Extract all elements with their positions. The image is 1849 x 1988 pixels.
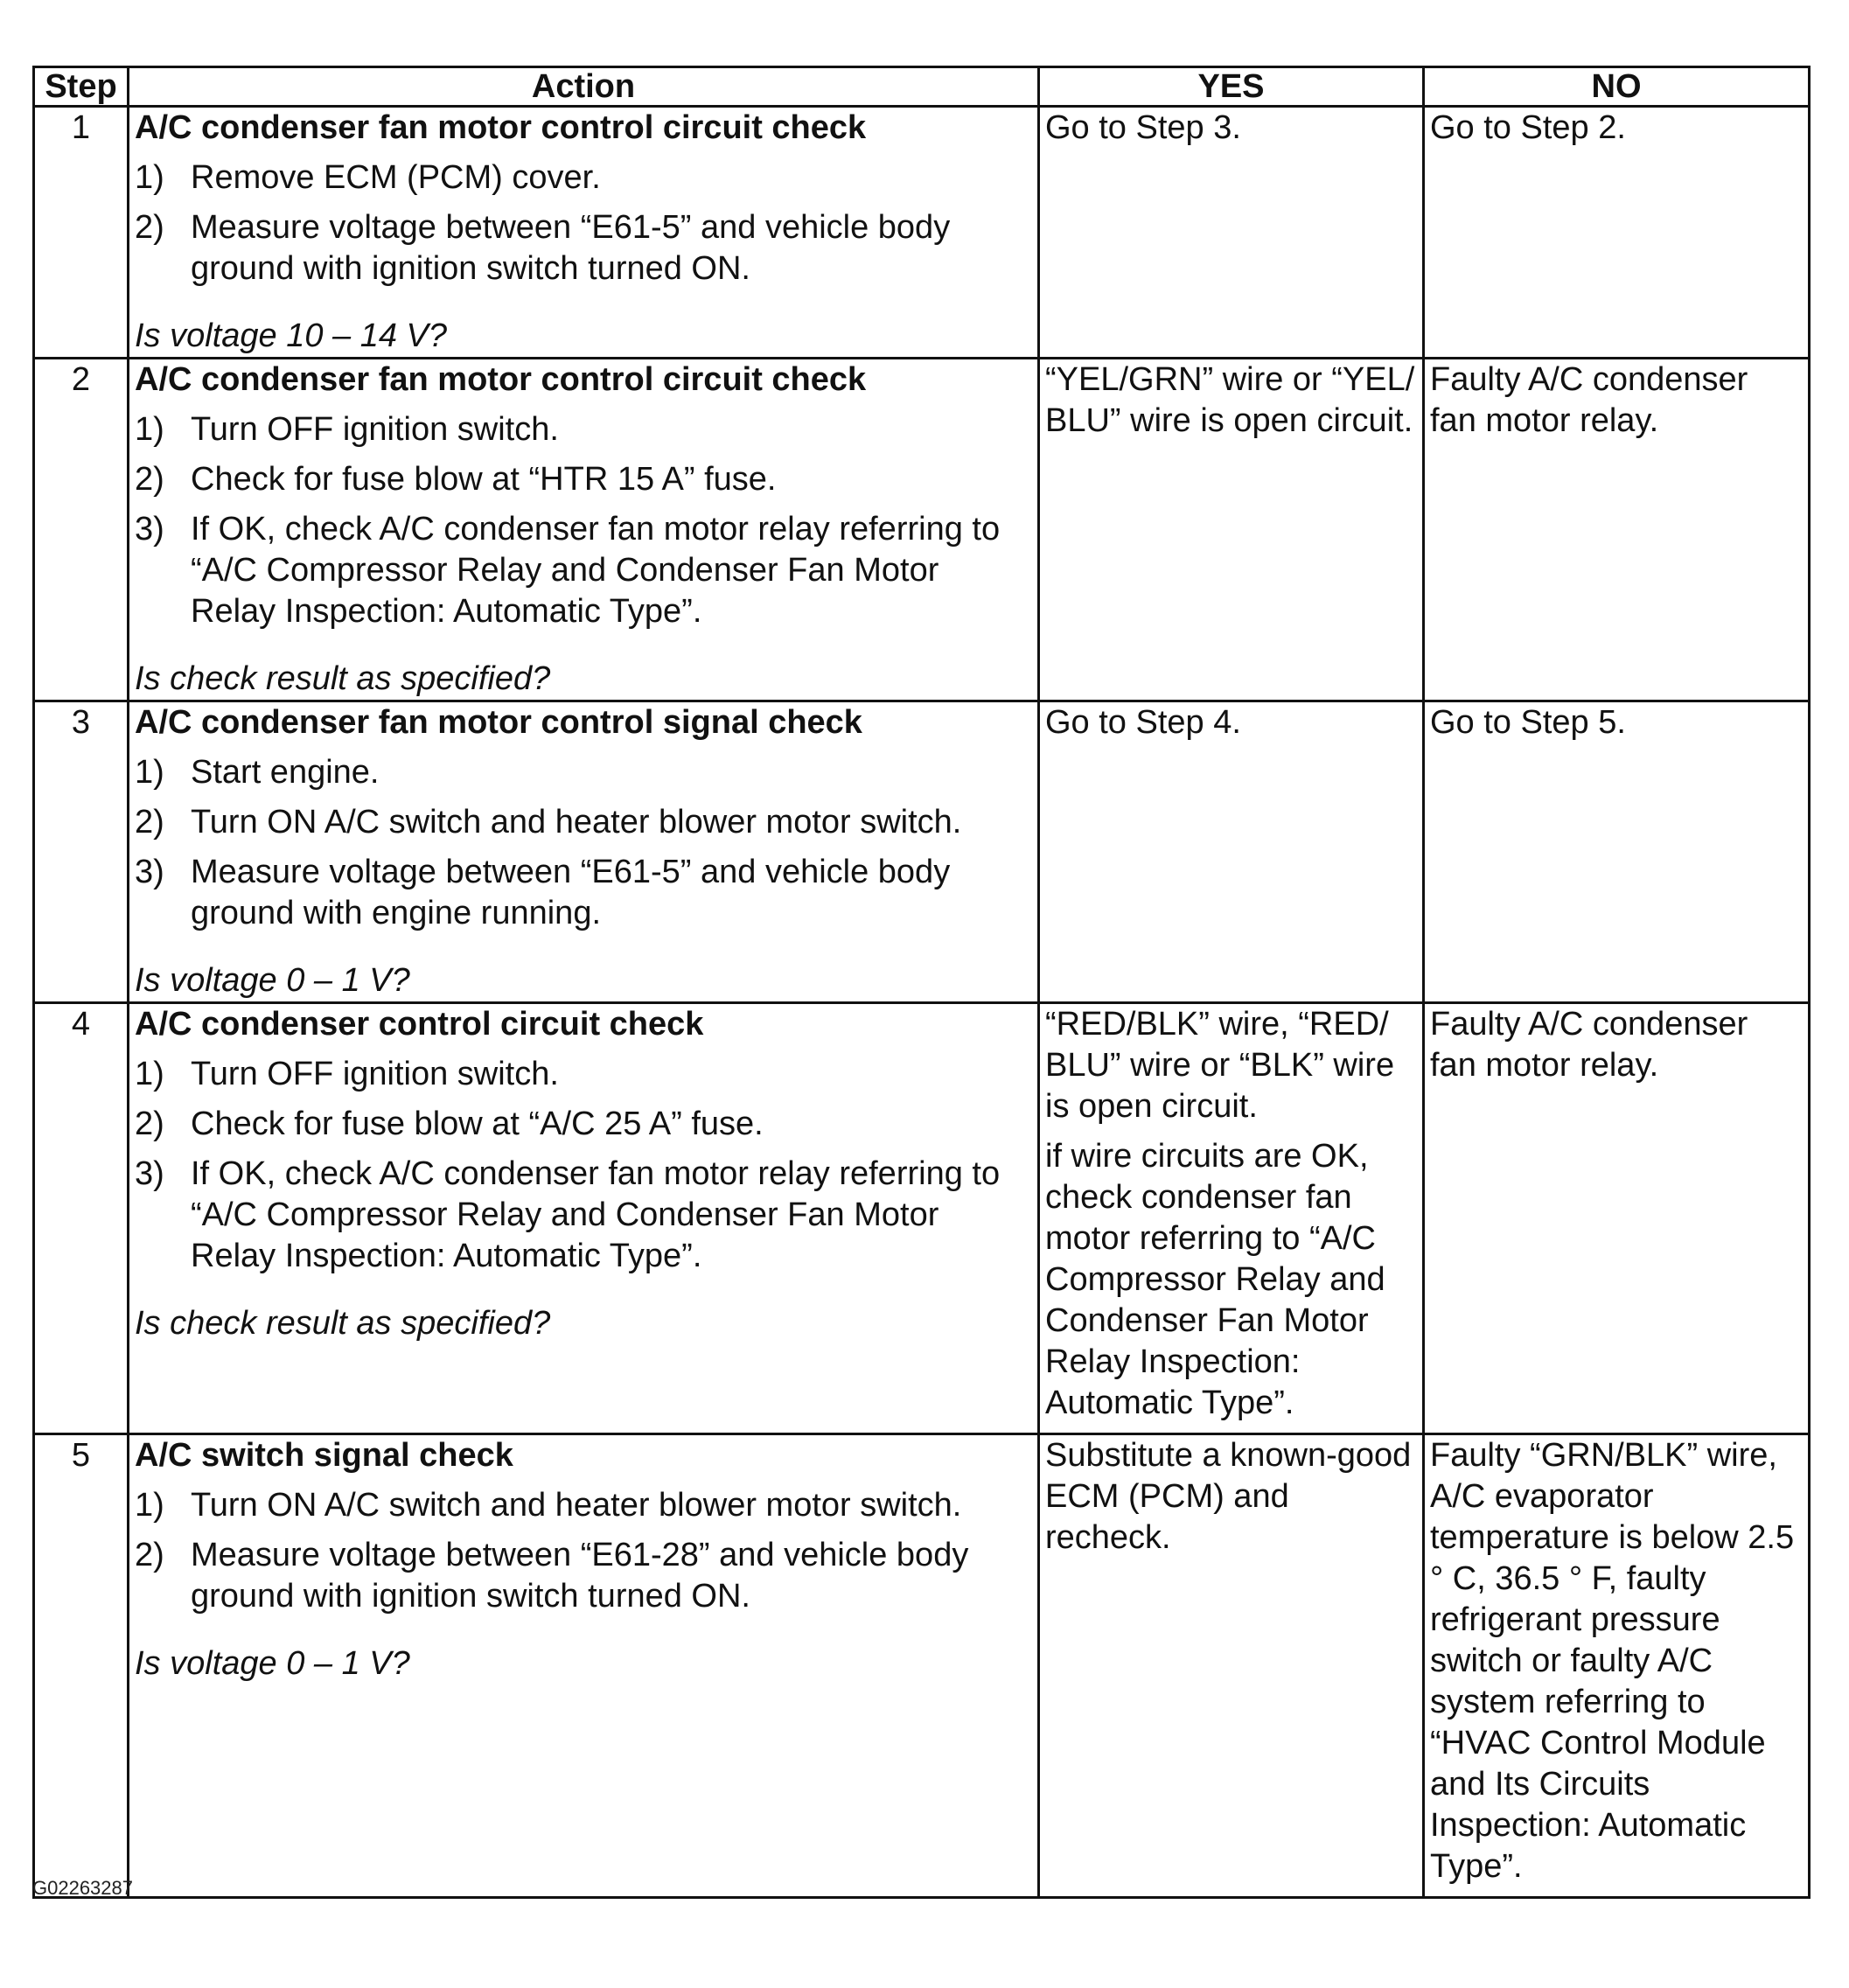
item-text: Turn ON A/C switch and heater blower motor switch. [191, 1487, 962, 1524]
action-question: Is check result as specified? [135, 660, 551, 697]
header-yes: YES [1039, 67, 1424, 107]
item-text: Turn OFF ignition switch. [191, 411, 559, 448]
figure-id: G02263287 [32, 1877, 133, 1899]
item-text: Measure voltage between “E61-5” and vehicle body ground with engine running. [191, 854, 951, 931]
action-title: A/C condenser fan motor control signal check [135, 704, 862, 741]
header-action: Action [129, 67, 1039, 107]
action-steps [135, 157, 1032, 289]
step-number: 3 [34, 701, 129, 1003]
list-item [135, 1535, 1032, 1617]
header-no: NO [1424, 67, 1810, 107]
yes-cell [1039, 359, 1424, 701]
no-cell [1424, 1003, 1810, 1434]
item-number: 2) [135, 804, 164, 841]
no-cell [1424, 107, 1810, 359]
action-cell [129, 701, 1039, 1003]
action-steps [135, 752, 1032, 934]
item-number: 3) [135, 854, 164, 890]
yes-cell [1039, 1434, 1424, 1898]
action-question: Is check result as specified? [135, 1305, 551, 1342]
table-row [34, 1003, 1810, 1434]
item-number: 2) [135, 1537, 164, 1573]
list-item [135, 1104, 1032, 1145]
list-item [135, 752, 1032, 793]
action-question: Is voltage 0 – 1 V? [135, 1645, 410, 1682]
table-row [34, 107, 1810, 359]
item-number: 1) [135, 754, 164, 791]
action-question: Is voltage 0 – 1 V? [135, 962, 410, 999]
action-title: A/C condenser fan motor control circuit check [135, 361, 867, 398]
yes-text: Go to Step 3. [1045, 109, 1241, 146]
no-text: Faulty A/C condenser fan motor relay. [1430, 361, 1748, 439]
action-steps [135, 1485, 1032, 1617]
item-number: 2) [135, 209, 164, 246]
table-row [34, 701, 1810, 1003]
item-number: 1) [135, 411, 164, 448]
item-text: Measure voltage between “E61-28” and vehicle body ground with ignition switch turned ON. [191, 1537, 969, 1615]
item-text: Check for fuse blow at “HTR 15 A” fuse. [191, 461, 777, 498]
list-item [135, 157, 1032, 199]
yes-text: Substitute a known-good ECM (PCM) and recheck. [1045, 1437, 1412, 1556]
no-text: Go to Step 2. [1430, 109, 1626, 146]
list-item [135, 1154, 1032, 1277]
action-steps [135, 409, 1032, 632]
list-item [135, 207, 1032, 289]
item-text: Remove ECM (PCM) cover. [191, 159, 601, 196]
no-text: Faulty A/C condenser fan motor relay. [1430, 1006, 1748, 1084]
action-cell [129, 1003, 1039, 1434]
diagnostic-table [32, 66, 1811, 1899]
step-number: 1 [34, 107, 129, 359]
yes-cell [1039, 701, 1424, 1003]
header-step: Step [34, 67, 129, 107]
item-number: 1) [135, 159, 164, 196]
list-item [135, 852, 1032, 934]
list-item [135, 1485, 1032, 1526]
list-item [135, 509, 1032, 632]
item-number: 2) [135, 1106, 164, 1142]
table-row [34, 359, 1810, 701]
action-cell [129, 1434, 1039, 1898]
yes-text: if wire circuits are OK, check condenser fan motor referring to “A/C Compressor Relay and Condenser Fan Motor Relay Inspection: Automatic Type”. [1045, 1138, 1385, 1421]
item-text: If OK, check A/C condenser fan motor relay referring to “A/C Compressor Relay and Condenser Fan Motor Relay Inspection: Automatic Type”. [191, 1155, 1001, 1274]
yes-cell [1039, 1003, 1424, 1434]
action-cell [129, 107, 1039, 359]
action-cell [129, 359, 1039, 701]
action-steps [135, 1054, 1032, 1277]
item-number: 3) [135, 511, 164, 548]
item-number: 2) [135, 461, 164, 498]
yes-cell [1039, 107, 1424, 359]
list-item [135, 409, 1032, 450]
item-text: If OK, check A/C condenser fan motor relay referring to “A/C Compressor Relay and Condenser Fan Motor Relay Inspection: Automatic Type”. [191, 511, 1001, 630]
no-cell [1424, 701, 1810, 1003]
no-text: Faulty “GRN/BLK” wire, A/C evaporator temperature is below 2.5 ° C, 36.5 ° F, faulty refrigerant pressure switch or faulty A/C system referring to “HVAC Control Module and Its Circuits Inspection: Automatic Type”. [1430, 1437, 1795, 1885]
yes-text: “RED/BLK” wire, “RED/ BLU” wire or “BLK” wire is open circuit. [1045, 1006, 1395, 1125]
action-question: Is voltage 10 – 14 V? [135, 317, 448, 354]
list-item [135, 1054, 1032, 1095]
item-text: Measure voltage between “E61-5” and vehicle body ground with ignition switch turned ON. [191, 209, 951, 287]
table-row [34, 1434, 1810, 1898]
no-text: Go to Step 5. [1430, 704, 1626, 741]
item-number: 1) [135, 1487, 164, 1524]
step-number: 4 [34, 1003, 129, 1434]
step-number: 2 [34, 359, 129, 701]
no-cell [1424, 359, 1810, 701]
item-text: Turn OFF ignition switch. [191, 1056, 559, 1092]
item-number: 1) [135, 1056, 164, 1092]
item-text: Turn ON A/C switch and heater blower motor switch. [191, 804, 962, 841]
action-title: A/C condenser fan motor control circuit check [135, 109, 867, 146]
list-item [135, 459, 1032, 500]
item-text: Check for fuse blow at “A/C 25 A” fuse. [191, 1106, 764, 1142]
yes-text: Go to Step 4. [1045, 704, 1241, 741]
no-cell [1424, 1434, 1810, 1898]
list-item [135, 802, 1032, 843]
step-number: 5 [34, 1434, 129, 1898]
action-title: A/C condenser control circuit check [135, 1006, 704, 1043]
yes-text: “YEL/GRN” wire or “YEL/ BLU” wire is open circuit. [1045, 361, 1415, 439]
header-row [34, 67, 1810, 107]
item-number: 3) [135, 1155, 164, 1192]
action-title: A/C switch signal check [135, 1437, 513, 1474]
item-text: Start engine. [191, 754, 380, 791]
